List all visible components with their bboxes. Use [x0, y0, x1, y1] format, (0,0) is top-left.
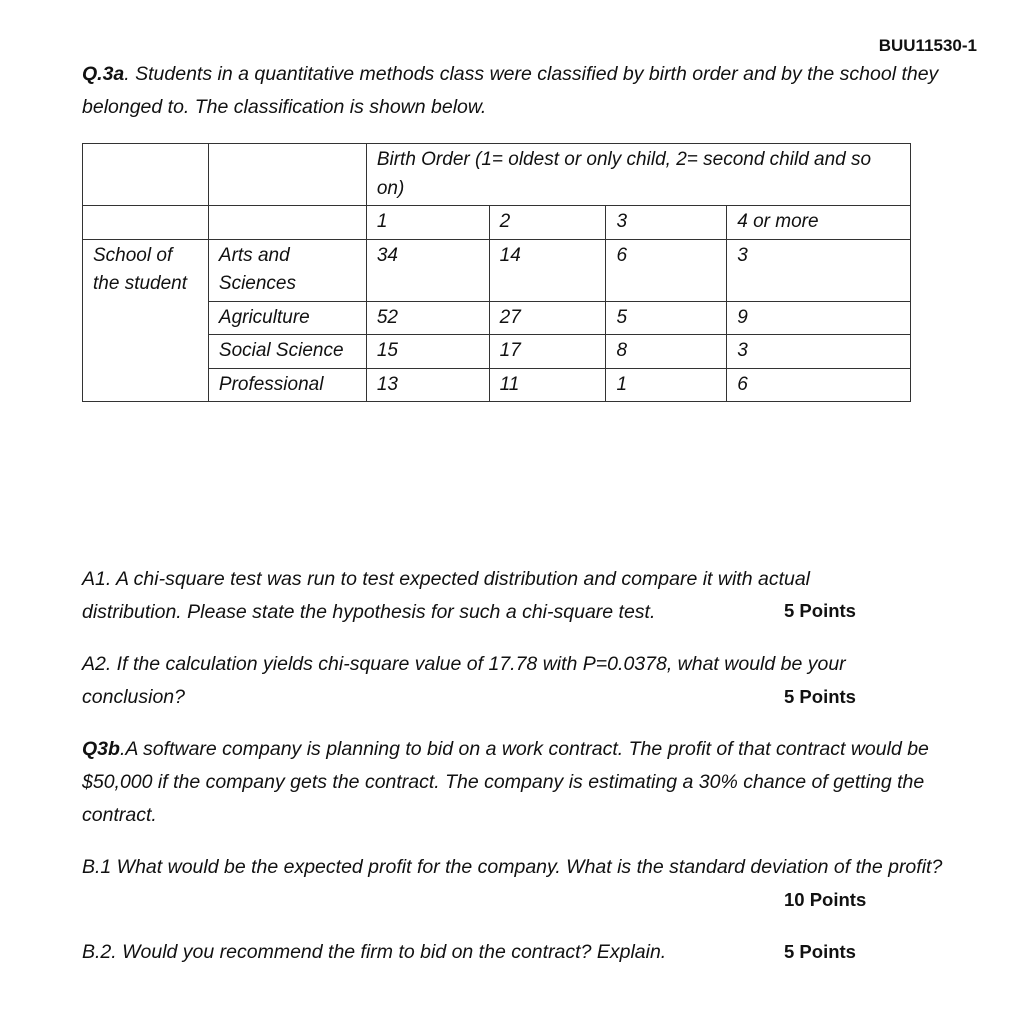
table-header-row — [83, 144, 911, 206]
question-3b-text: .A software company is planning to bid on a work contract. The profit of that contract would be $50,000 if the company gets the contract. The company is estimating a 30% chance of getting the contract. — [82, 738, 929, 826]
table-row — [83, 239, 911, 301]
value-cell: 14 — [489, 239, 606, 301]
question-b1 — [82, 851, 952, 884]
school-cell: Arts and Sciences — [208, 239, 366, 301]
a2-points: 5 Points — [784, 686, 856, 707]
school-cell: Agriculture — [208, 301, 366, 335]
question-a1 — [82, 563, 902, 629]
header-empty-cell — [83, 144, 209, 206]
question-3a-text: . Students in a quantitative methods class were classified by birth order and by the school they belonged to. The classification is shown below. — [82, 63, 939, 118]
b1-points: 10 Points — [784, 889, 867, 910]
value-cell: 17 — [489, 335, 606, 369]
table-column-row — [83, 206, 911, 240]
column-header: 4 or more — [727, 206, 911, 240]
column-header: 1 — [366, 206, 489, 240]
school-cell: Social Science — [208, 335, 366, 369]
question-3a-label: Q.3a — [82, 63, 125, 85]
column-empty-cell — [208, 206, 366, 240]
value-cell: 13 — [366, 368, 489, 402]
value-cell: 34 — [366, 239, 489, 301]
value-cell: 52 — [366, 301, 489, 335]
document-code: BUU11530-1 — [878, 36, 977, 55]
question-a2-text: A2. If the calculation yields chi-square value of 17.78 with P=0.0378, what would be your conclusion? — [82, 653, 846, 708]
value-cell: 3 — [727, 239, 911, 301]
value-cell: 9 — [727, 301, 911, 335]
value-cell: 1 — [606, 368, 727, 402]
value-cell: 3 — [727, 335, 911, 369]
birth-order-header: Birth Order (1= oldest or only child, 2= second child and so on) — [366, 144, 910, 206]
question-3b-label: Q3b — [82, 738, 120, 760]
question-b2-text: B.2. Would you recommend the firm to bid on the contract? Explain. — [82, 941, 667, 963]
question-b2 — [82, 936, 742, 969]
question-a1-text: A1. A chi-square test was run to test expected distribution and compare it with actual distribution. Please state the hypothesis for such a chi-square test. — [82, 568, 811, 623]
birth-order-table — [82, 143, 911, 402]
value-cell: 11 — [489, 368, 606, 402]
column-empty-cell — [83, 206, 209, 240]
question-3b — [82, 733, 942, 832]
header-empty-cell — [208, 144, 366, 206]
a1-points: 5 Points — [784, 600, 856, 621]
value-cell: 15 — [366, 335, 489, 369]
value-cell: 5 — [606, 301, 727, 335]
value-cell: 8 — [606, 335, 727, 369]
question-3a — [82, 58, 942, 124]
column-header: 3 — [606, 206, 727, 240]
column-header: 2 — [489, 206, 606, 240]
b2-points: 5 Points — [784, 941, 856, 962]
value-cell: 27 — [489, 301, 606, 335]
row-group-label: School of the student — [83, 239, 209, 402]
school-cell: Professional — [208, 368, 366, 402]
question-b1-text: B.1 What would be the expected profit for the company. What is the standard deviation of the profit? — [82, 856, 943, 878]
value-cell: 6 — [606, 239, 727, 301]
value-cell: 6 — [727, 368, 911, 402]
